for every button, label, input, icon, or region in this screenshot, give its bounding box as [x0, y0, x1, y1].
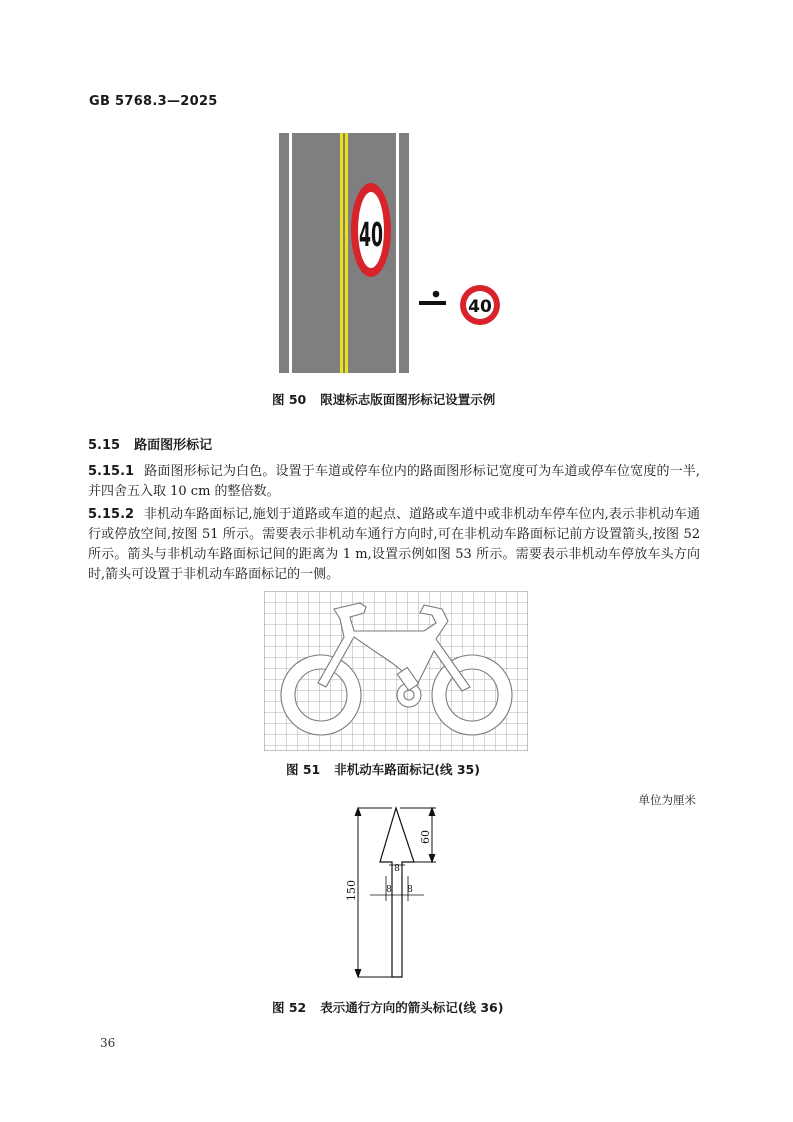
figure-50-caption [272, 390, 495, 408]
small-speed-sign-value: 40 [468, 297, 492, 317]
figure-52-caption [272, 998, 503, 1016]
figure-50-title: 限速标志版面图形标记设置示例 [320, 392, 496, 407]
figure-52-title: 表示通行方向的箭头标记(线 36) [320, 1000, 504, 1015]
figure-50-illustration [279, 133, 519, 373]
figure-51-caption [286, 760, 480, 778]
road-surface [279, 133, 409, 373]
paragraph-number: 5.15.2 [88, 507, 135, 522]
page-number: 36 [100, 1036, 116, 1050]
paragraph-5-15-2 [88, 505, 700, 585]
figure-52-number: 图 52 [272, 1000, 307, 1015]
paragraph-text: 非机动车路面标记,施划于道路或车道的起点、道路或车道中或非机动车停车位内,表示非机动车通行或停放空间,按图 51 所示。需要表示非机动车通行方向时,可在非机动车路面标记前方设置箭头,按图 52 所示。箭头与非机动车路面标记间的距离为 1 m,设置示例如图 53 所示。需要表示非机动车停放车头方向时,箭头可设置于非机动车路面标记的一侧。 [88, 507, 700, 582]
figure-52-illustration [340, 806, 450, 984]
dim-shaft-left-label: 8 [386, 885, 392, 895]
road-speed-sign-value: 40 [359, 215, 383, 255]
standard-number: GB 5768.3—2025 [89, 94, 218, 109]
section-number: 5.15 [88, 438, 121, 453]
right-edge-line [396, 133, 399, 373]
dim-head-label: 60 [419, 830, 432, 844]
section-heading [88, 434, 212, 453]
dim-total-label: 150 [345, 880, 358, 901]
left-edge-line [289, 133, 292, 373]
figure-51-number: 图 51 [286, 762, 321, 777]
center-yellow-line-left [340, 133, 343, 373]
paragraph-number: 5.15.1 [88, 464, 135, 479]
dim-shaft-right-label: 8 [407, 885, 413, 895]
center-yellow-line-right [345, 133, 348, 373]
paragraph-5-15-1 [88, 462, 700, 502]
figure-51-title: 非机动车路面标记(线 35) [334, 762, 480, 777]
dim-neck-label: 8 [394, 864, 400, 874]
figure-50-number: 图 50 [272, 392, 307, 407]
section-title: 路面图形标记 [134, 438, 213, 453]
paragraph-text: 路面图形标记为白色。设置于车道或停车位内的路面图形标记宽度可为车道或停车位宽度的一半,并四舍五入取 10 cm 的整倍数。 [88, 464, 700, 499]
viewer-position-icon [419, 291, 446, 305]
figure-51-illustration [264, 591, 528, 751]
unit-note: 单位为厘米 [638, 793, 696, 807]
